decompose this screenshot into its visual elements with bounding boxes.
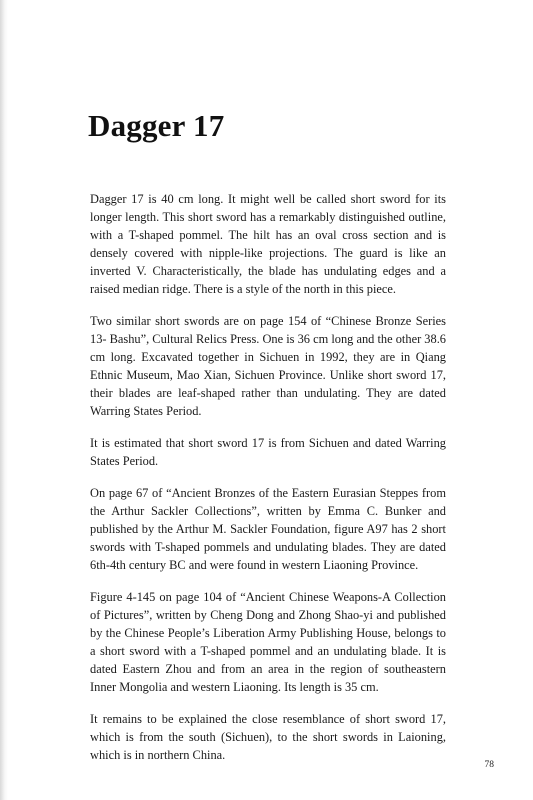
paragraph: Two similar short swords are on page 154 of “Chinese Bronze Series 13- Bashu”, Cultural Relics Press. One is 36 cm long and the other 38.6 cm long. Excavated together in Sichuen in 1992, they are in Qiang Ethnic Museum, Mao Xian, Sichuen Province. Unlike short sword 17, their blades are leaf-shaped rather than undulating. They are dated Warring States Period. bbox=[90, 314, 446, 418]
page-edge-shadow bbox=[0, 0, 8, 800]
page-number: 78 bbox=[484, 760, 494, 770]
paragraph: Dagger 17 is 40 cm long. It might well be called short sword for its longer length. This short sword has a remarkably distinguished outline, with a T-shaped pommel. The hilt has an oval cross section and is densely covered with nipple-like projections. The guard is like an inverted V. Characteristically, the blade has undulating edges and a raised median ridge. There is a style of the north in this piece. bbox=[90, 192, 446, 296]
paragraph: Figure 4-145 on page 104 of “Ancient Chinese Weapons-A Collection of Pictures”, written by Cheng Dong and Zhong Shao-yi and published by the Chinese People’s Liberation Army Publishing House, belongs to a short sword with a T-shaped pommel and an undulating blade. It is dated Eastern Zhou and from an area in the region of southeastern Inner Mongolia and western Liaoning. Its length is 35 cm. bbox=[90, 590, 446, 694]
paragraph: On page 67 of “Ancient Bronzes of the Eastern Eurasian Steppes from the Arthur Sackler Collections”, written by Emma C. Bunker and published by the Arthur M. Sackler Foundation, figure A97 has 2 short swords with T-shaped pommels and undulating blades. They are dated 6th-4th century BC and were found in western Liaoning Province. bbox=[90, 486, 446, 572]
page-title: Dagger 17 bbox=[88, 108, 225, 143]
paragraph: It is estimated that short sword 17 is from Sichuen and dated Warring States Period. bbox=[90, 436, 446, 468]
body-text bbox=[90, 190, 446, 778]
paragraph: It remains to be explained the close resemblance of short sword 17, which is from the south (Sichuen), to the short swords in Laioning, which is in northern China. bbox=[90, 712, 446, 762]
